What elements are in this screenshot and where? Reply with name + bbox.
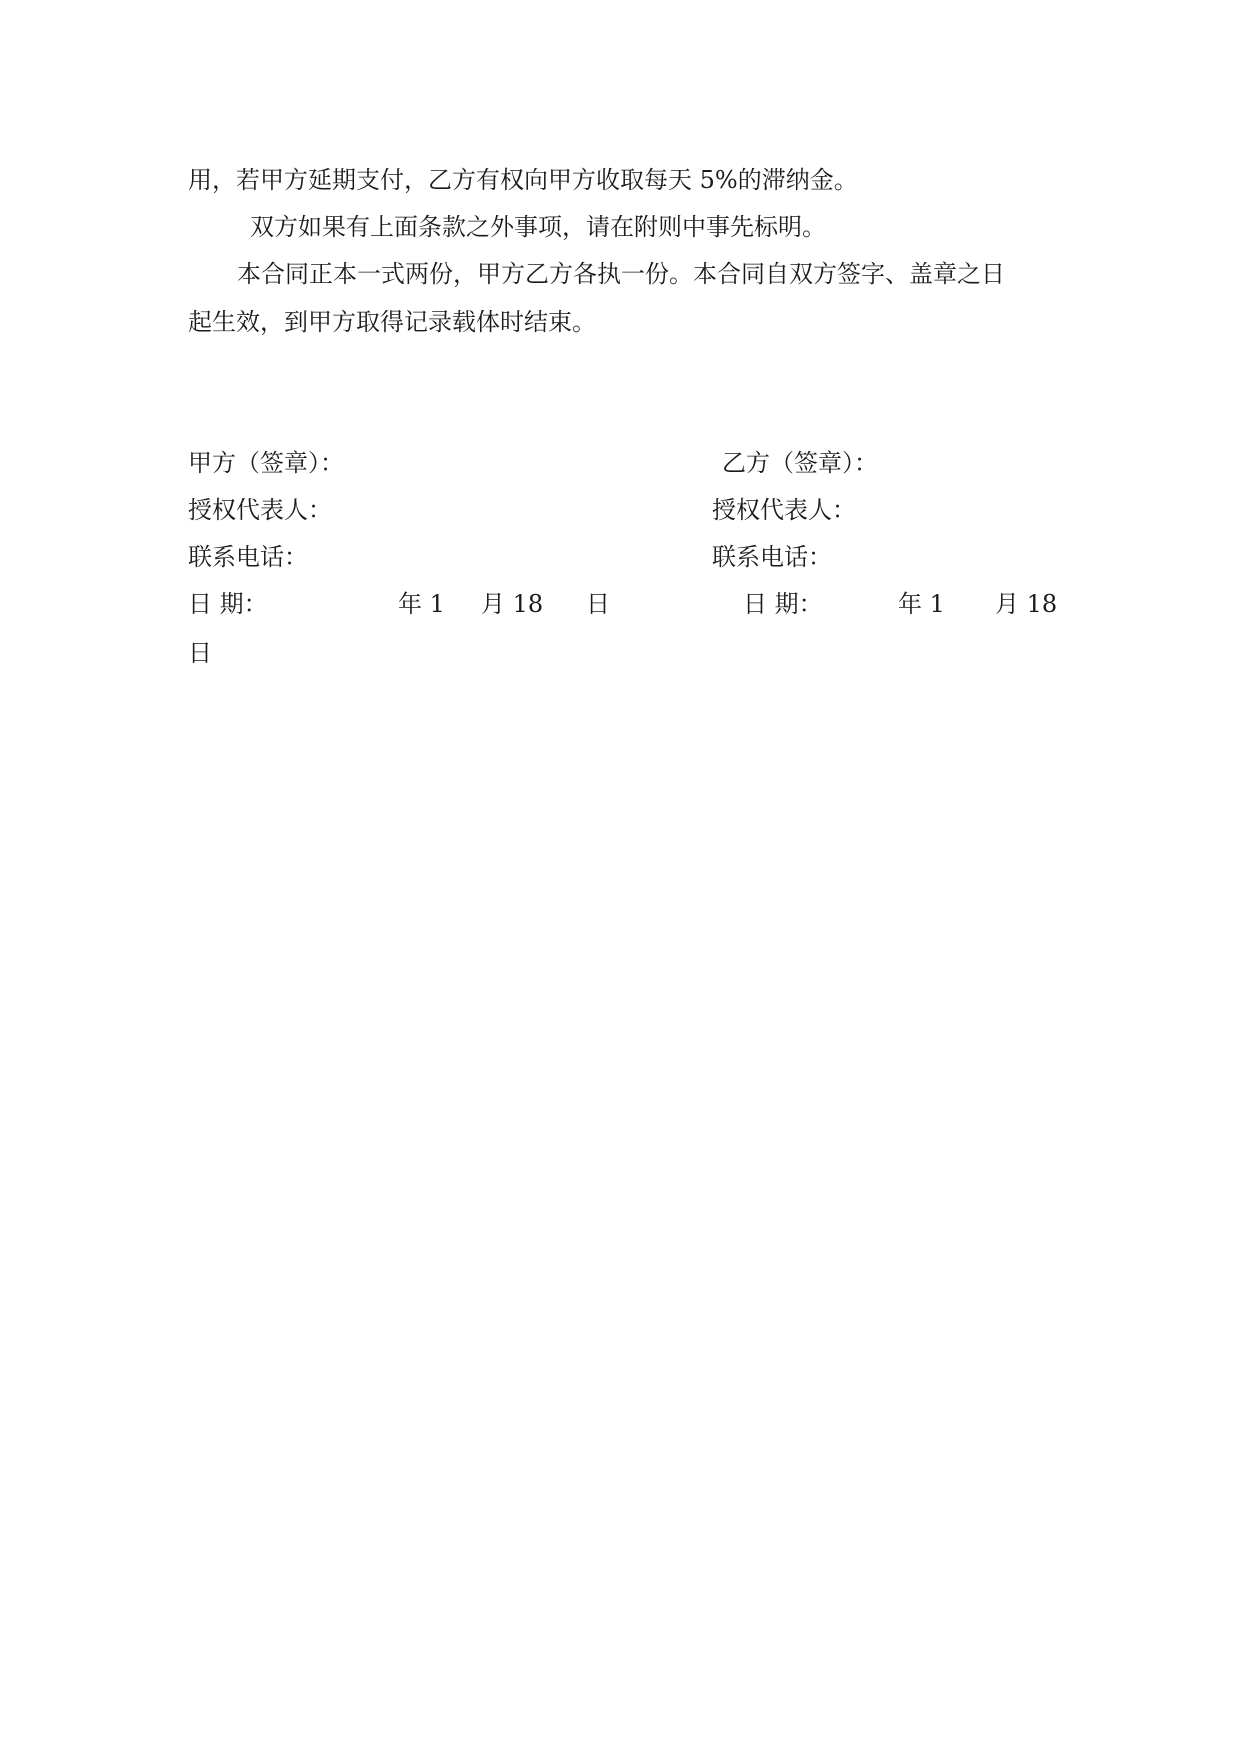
party-a-phone-label: 联系电话：: [188, 543, 308, 571]
party-a-date-label: 日 期：: [188, 590, 268, 618]
party-a-representative-label: 授权代表人：: [188, 496, 332, 524]
party-b-seal-label: 乙方（签章）：: [722, 449, 878, 477]
party-a-date-day: 日: [586, 590, 610, 618]
paragraph-copies-line1: 本合同正本一式两份，甲方乙方各执一份。本合同自双方签字、盖章之日: [237, 260, 1005, 288]
party-b-phone-label: 联系电话：: [712, 543, 832, 571]
party-a-date-year: 年 1: [398, 590, 445, 618]
party-a-seal-label: 甲方（签章）：: [188, 449, 344, 477]
party-b-date-label: 日 期：: [743, 590, 823, 618]
paragraph-copies-line2: 起生效，到甲方取得记录载体时结束。: [188, 308, 596, 336]
party-b-date-year: 年 1: [898, 590, 945, 618]
party-b-date-day: 日: [188, 639, 212, 667]
party-a-date-month: 月 18: [481, 590, 544, 618]
paragraph-appendix-note: 双方如果有上面条款之外事项，请在附则中事先标明。: [250, 213, 826, 241]
party-b-date-month: 月 18: [995, 590, 1058, 618]
paragraph-late-fee: 用，若甲方延期支付，乙方有权向甲方收取每天 5%的滞纳金。: [188, 166, 858, 194]
party-b-representative-label: 授权代表人：: [712, 496, 856, 524]
